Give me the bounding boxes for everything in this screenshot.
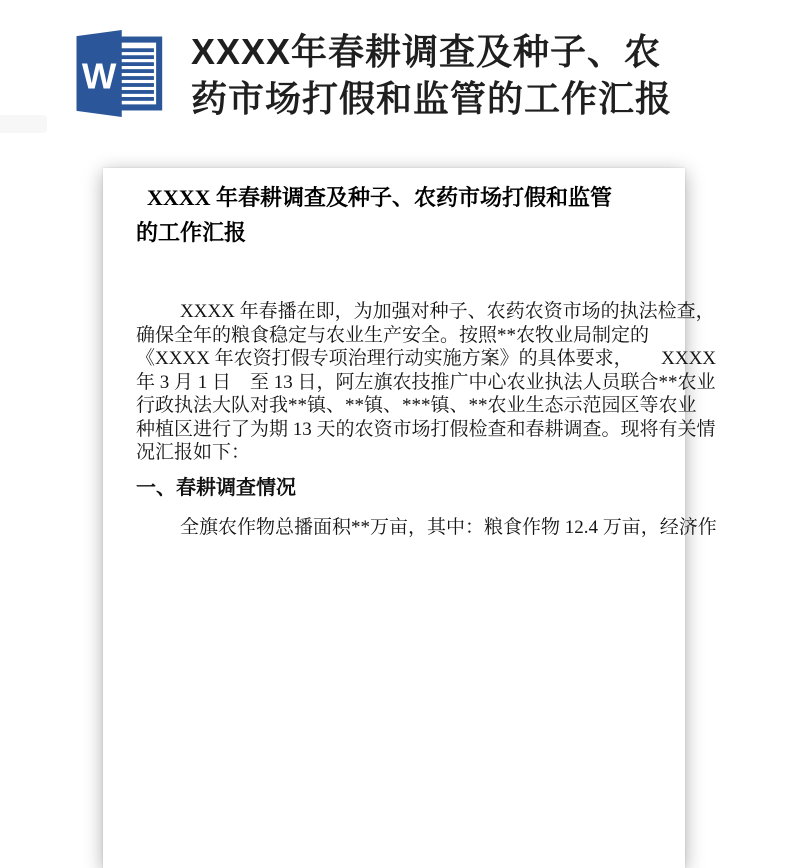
document-title-line: 药市场打假和监管的工作汇报 [191, 78, 673, 119]
doc-paragraph-line: 《XXXX 年农资打假专项治理行动实施方案》的具体要求， XXXX [136, 348, 717, 369]
document-title [191, 28, 672, 122]
doc-heading-line: 的工作汇报 [136, 220, 247, 245]
doc-paragraph-line: 种植区进行了为期 13 天的农资市场打假检查和春耕调查。现将有关情 [136, 418, 716, 440]
doc-section-heading: 一、春耕调查情况 [136, 476, 296, 499]
doc-paragraph-line: 行政执法大队对我**镇、**镇、***镇、**农业生态示范园区等农业 [136, 395, 697, 416]
doc-heading-line: XXXX 年春耕调查及种子、农药市场打假和监管 [147, 185, 613, 210]
word-icon [76, 30, 164, 117]
word-icon-letter: W [81, 55, 117, 97]
document-title-line: XXXX年春耕调查及种子、农 [191, 31, 662, 72]
document-page [103, 168, 717, 868]
doc-paragraph [136, 300, 717, 465]
doc-paragraph-line: XXXX 年春播在即，为加强对种子、农药农资市场的执法检查， [180, 301, 715, 322]
doc-paragraph-line: 年 3 月 1 日 至 13 日，阿左旗农技推广中心农业执法人员联合**农业 [136, 371, 716, 393]
doc-paragraph-line: 确保全年的粮食稳定与农业生产安全。按照**农牧业局制定的 [136, 324, 650, 346]
partial-ui-fragment [0, 115, 47, 133]
doc-partial-line: 全旗农作物总播面积**万亩，其中：粮食作物 12.4 万亩，经济作 [180, 516, 717, 538]
document-header [76, 28, 672, 122]
doc-paragraph-line: 况汇报如下： [136, 442, 251, 463]
doc-heading [136, 180, 661, 250]
